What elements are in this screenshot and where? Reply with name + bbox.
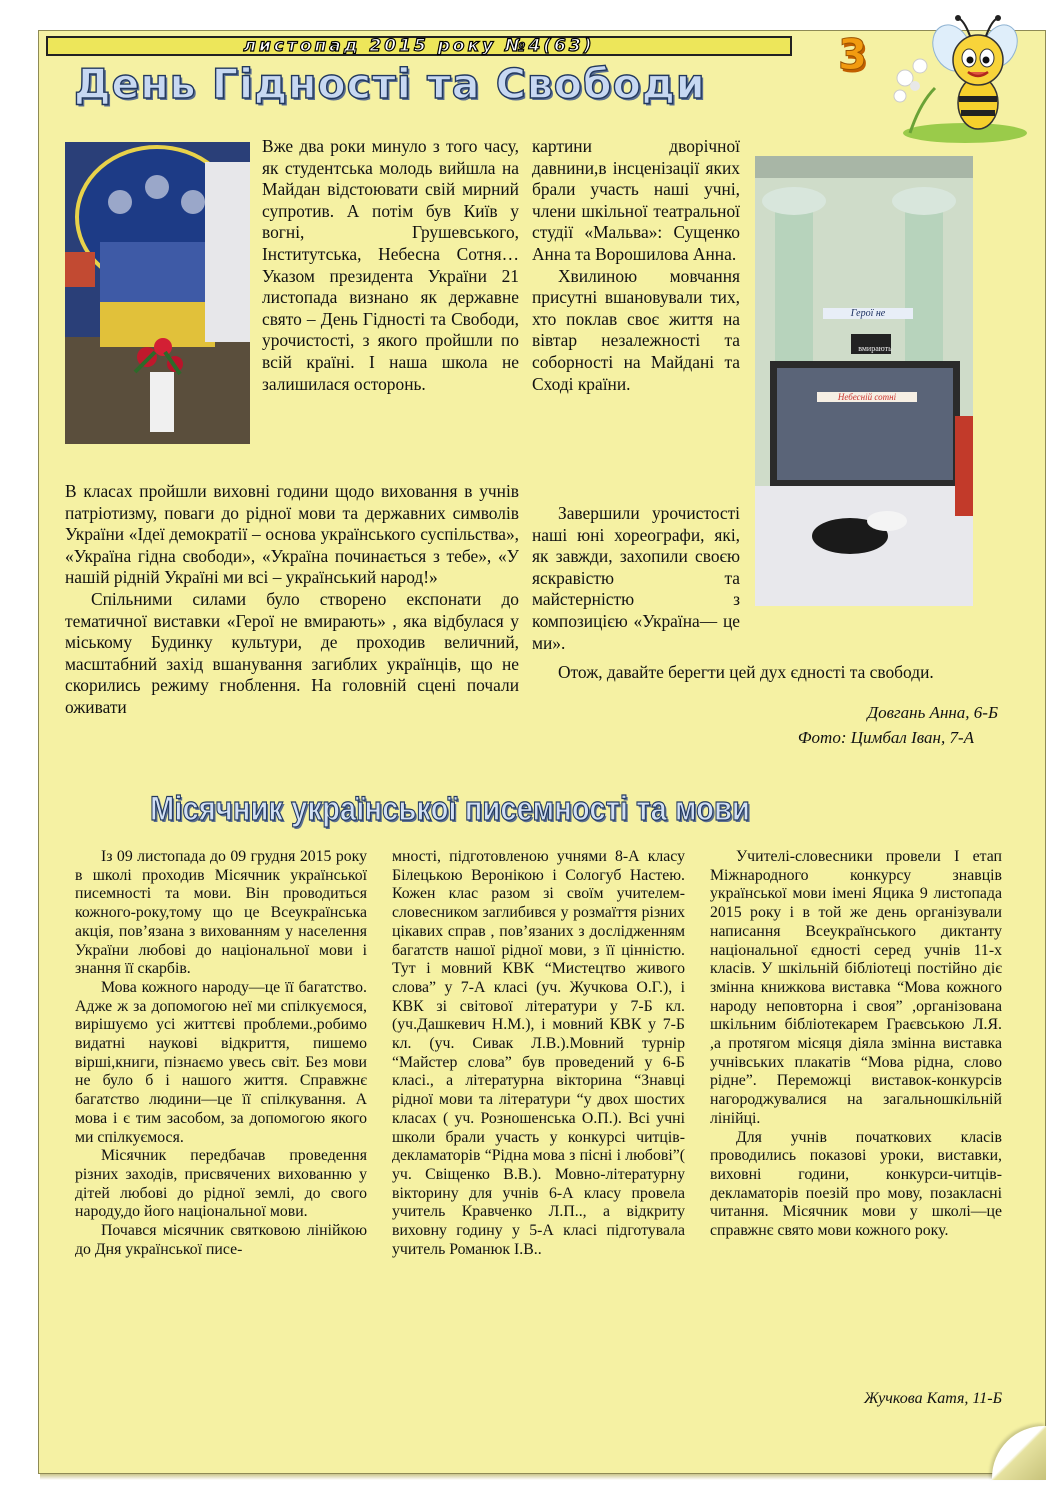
photo2-banner-top: Герої не xyxy=(823,308,913,319)
photo-exhibition-stand xyxy=(65,142,250,444)
article2-paragraph: Почався місячник святковою лінійкою до Дня української писе- xyxy=(75,1222,367,1258)
photo2-banner-bottom: Небесній сотні xyxy=(817,392,917,402)
article2-author: Жучкова Катя, 11-Б xyxy=(863,1390,1002,1407)
article1-col1-top xyxy=(262,136,519,395)
article2-col1 xyxy=(75,848,367,1259)
article1-paragraph: Отож, давайте берегти цей дух єдності та свободи. xyxy=(558,662,934,683)
article2-paragraph: Із 09 листопада до 09 грудня 2015 року в школі проходив Місячник української писемності та мови. Він проводиться кожного-року,тому що це Всеукраїнська акція, пов’язана з вихованням у населення України любові до національної мови і знання її скарбів. xyxy=(75,848,367,978)
article1-author: Довгань Анна, 6-Б xyxy=(867,703,998,722)
article2-paragraph: Мова кожного народу—це її багатство. Адже ж за допомогою неї ми спілкуємося, вирішуємо усі життєві проблеми.,робимо видатні наукові відкриття, пишемо вірші,книги, пізнаємо увесь світ. Без мови не було б і нашого життя. Справжнє багатство людини—це її спілкування. А мова і є тим засобом, за допомогою якого ми спілкуємося. xyxy=(75,978,367,1146)
article1-title: День Гідності та Свободи xyxy=(74,60,706,108)
article2-paragraph: Для учнів початкових класів проводились показові уроки, виставки, виховні години, конкурси-читців-декламаторів поезій про мову, позакласні читання. Місячник мови у школі—це справжнє свято мови кожного року. xyxy=(710,1128,1002,1240)
article2-paragraph: Учителі-словесники провели І етап Міжнародного конкурсу знавців української мови імені Яцика 9 листопада 2015 року і в той же день організували написання Всеукраїнського диктанту національної єдності серед учнів 11-х класів. У шкільній бібліотеці постійно діє змінна книжкова виставка “Мова кожного народу неповторна і своя” ,організована шкільним бібліотекарем Граєвською Л.Я. ,а протягом місяця діяла змінна виставка учнівських плакатів “Мова рідна, слово рідне”. Переможці виставок-конкурсів нагороджувалися на загальношкільній лінійці. xyxy=(710,848,1002,1127)
article1-paragraph: В класах пройшли виховні години щодо виховання в учнів патріотизму, поваги до рідної мови та державних символів України «Ідеї демократії – основа українського суспільства», «Україна гідна свободи», «Україна починається з тебе», «У нашій рідній Україні ми всі – український народ!» xyxy=(65,481,519,588)
article2-col2 xyxy=(392,848,685,1259)
article1-paragraph: картини дворічної давнини,в інсценізації яких брали участь наші учні, члени шкільної театральної студії «Мальва»: Сущенко Анна та Ворошилова Анна. xyxy=(532,136,740,264)
article1-paragraph: Завершили урочистості наші юні хореографи, які, як завжди, захопили своєю яскравістю та майстерністю з композицією «Україна— це ми». xyxy=(532,503,740,653)
article2-title: Місячник української писемності та мови xyxy=(150,790,750,828)
issue-header-bar: листопад 2015 року №4(63) xyxy=(46,36,792,56)
article1-paragraph: Вже два роки минуло з того часу, як студентська молодь вийшла на Майдан відстоювати свій мирний супротив. А потім був Київ у вогні, Грушевського, Інститутська, Небесна Сотня… Указом президента України 21 листопада визнано як державне свято – День Гідності та Свободи, урочистості, з якого пройшли по всій країні. І наша школа не залишилася осторонь. xyxy=(262,136,519,394)
article1-col2-full xyxy=(532,503,984,684)
page-shadow xyxy=(40,1474,1046,1480)
article1-paragraph: Хвилиною мовчання присутні вшановували тих, хто поклав своє життя на вівтар незалежності та соборності на Майдані та Сході країни. xyxy=(532,265,740,394)
article2-paragraph: мності, підготовленою учнями 8-А класу Білецькою Веронікою і Сологуб Настею. Кожен клас разом зі своїм учителем-словесником заглибився у розмаїття різних цікавих справ , пов’язаних з дослідженням багатств нашої рідної мови, з її цінністю. Тут і мовний КВК “Мистецтво живого слова” у 7-А класі (уч. Жучкова О.Г.), і КВК зі світової літератури у 7-Б кл.(уч.Дашкевич Н.М.), і мовний КВК у 7-Б кл. (уч. Сивак Л.В.).Мовний турнір “Майстер слова” був проведений у 6-Б класі., а літературна вікторина “Знавці рідної мови та літератури “у двох шостих класах ( уч. Розношенська О.П.). Всі учні школи брали участь у конкурсі читців-декламаторів “Рідна мова з пісні і любові”( уч. Свіщенко В.В.). Мовно-літературну вікторину для учнів 6-А класу провела учитель Кравченко Л.П.., а відкриту виховну годину у 5-А класі підготувала учитель Романюк І.В.. xyxy=(392,848,685,1258)
bee-mascot-icon xyxy=(880,8,1030,143)
article2-col3 xyxy=(710,848,1002,1241)
article1-photo-credit: Фото: Цимбал Іван, 7-А xyxy=(797,728,974,747)
article1-col1-full xyxy=(65,481,519,719)
page-number: 3 xyxy=(838,30,868,79)
photo2-banner-middle: вмирають xyxy=(858,344,892,353)
article2-paragraph: Місячник передбачав проведення різних заходів, присвячених вихованню у дітей любові до рідної землі, до свого народу,до його національної мови. xyxy=(75,1147,367,1221)
article1-paragraph: Спільними силами було створено експонати до тематичної виставки «Герої не вмирають» , яка відбулася у міському Будинку культури, де проходив величний, масштабний захід вшанування загиблих українців, що не скорились режиму гноблення. На головній сцені почали оживати xyxy=(65,588,519,717)
article1-col2 xyxy=(532,136,740,395)
